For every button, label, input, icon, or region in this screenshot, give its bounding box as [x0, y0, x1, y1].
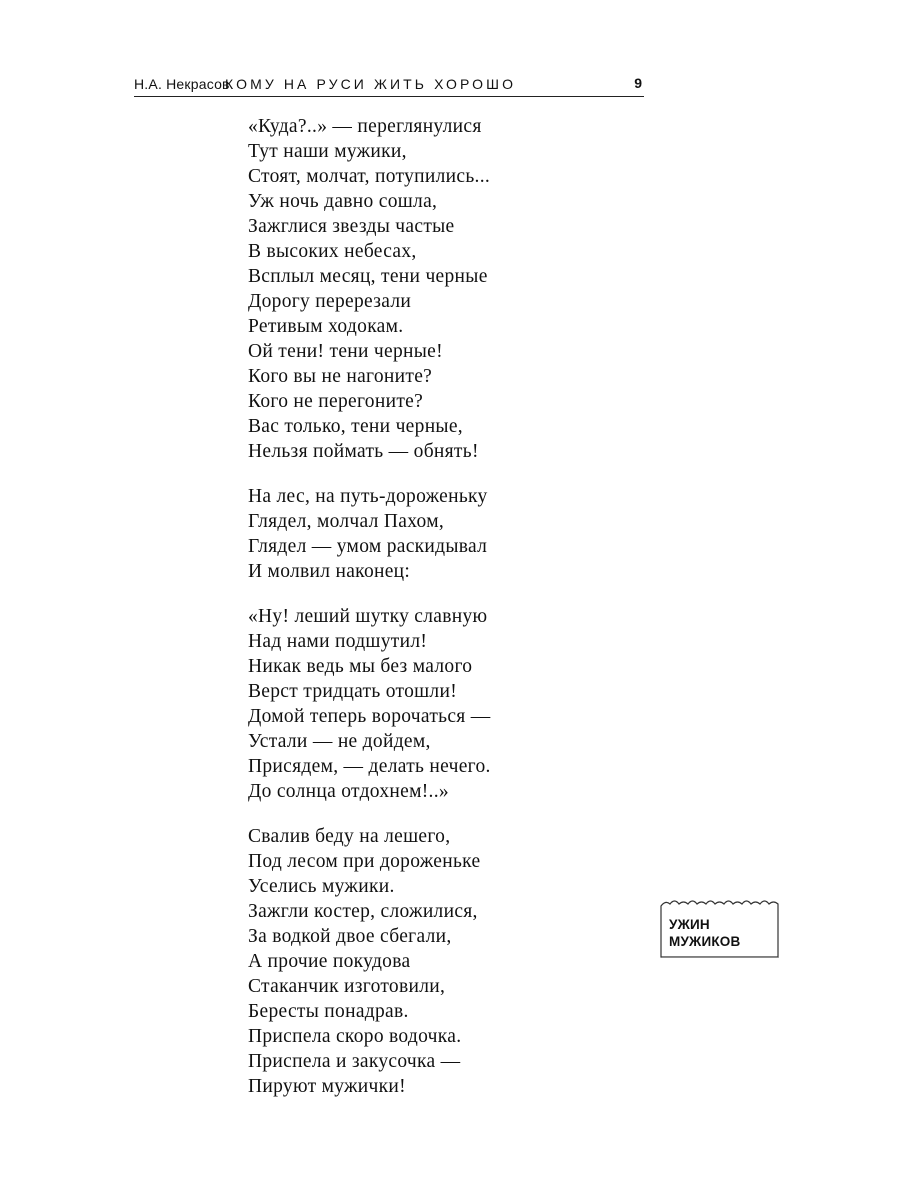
- poem-line: Бересты понадрав.: [248, 1001, 409, 1022]
- poem-line: На лес, на путь-дороженьку: [248, 486, 488, 507]
- poem-line: Тут наши мужики,: [248, 141, 407, 162]
- page-number: 9: [634, 75, 642, 91]
- poem-line: И молвил наконец:: [248, 561, 411, 582]
- stanza: [248, 604, 491, 804]
- poem-line: Уселись мужики.: [248, 876, 395, 897]
- header-author: Н.А. Некрасов: [134, 76, 230, 92]
- poem-line: Над нами подшутил!: [248, 631, 428, 652]
- poem-line: Зажглися звезды частые: [248, 216, 455, 237]
- poem-line: «Куда?..» — переглянулися: [248, 116, 482, 137]
- poem-line: Дорогу перерезали: [248, 291, 412, 312]
- stanza: [248, 484, 491, 584]
- poem-line: «Ну! леший шутку славную: [248, 606, 488, 627]
- poem-line: За водкой двое сбегали,: [248, 926, 452, 947]
- poem-line: Зажгли костер, сложилися,: [248, 901, 478, 922]
- poem-line: В высоких небесах,: [248, 241, 417, 262]
- sidebar-note-line: МУЖИКОВ: [669, 934, 741, 949]
- poem-line: Присядем, — делать нечего.: [248, 756, 491, 777]
- poem-line: Кого вы не нагоните?: [248, 366, 433, 387]
- poem-line: Свалив беду на лешего,: [248, 826, 451, 847]
- poem-line: Глядел, молчал Пахом,: [248, 511, 445, 532]
- poem-line: Стоят, молчат, потупились...: [248, 166, 491, 187]
- poem-line: Устали — не дойдем,: [248, 731, 431, 752]
- poem-line: Под лесом при дороженьке: [248, 851, 481, 872]
- poem-line: До солнца отдохнем!..»: [248, 781, 449, 802]
- sidebar-note: [660, 896, 779, 958]
- poem-text: [248, 114, 491, 1119]
- poem-line: Приспела скоро водочка.: [248, 1026, 462, 1047]
- poem-line: Верст тридцать отошли!: [248, 681, 457, 702]
- poem-line: Пируют мужички!: [248, 1076, 406, 1097]
- poem-line: Уж ночь давно сошла,: [248, 191, 438, 212]
- poem-line: Нельзя поймать — обнять!: [248, 441, 479, 462]
- header-book-title: КОМУ НА РУСИ ЖИТЬ ХОРОШО: [225, 76, 517, 92]
- poem-line: Никак ведь мы без малого: [248, 656, 473, 677]
- poem-line: Глядел — умом раскидывал: [248, 536, 488, 557]
- poem-line: Домой теперь ворочаться —: [248, 706, 491, 727]
- stanza: [248, 114, 491, 464]
- running-header: [134, 72, 644, 97]
- poem-line: А прочие покудова: [248, 951, 411, 972]
- poem-line: Кого не перегоните?: [248, 391, 424, 412]
- stanza: [248, 824, 491, 1099]
- poem-line: Всплыл месяц, тени черные: [248, 266, 488, 287]
- poem-line: Ой тени! тени черные!: [248, 341, 443, 362]
- poem-line: Вас только, тени черные,: [248, 416, 463, 437]
- poem-line: Ретивым ходокам.: [248, 316, 404, 337]
- poem-line: Стаканчик изготовили,: [248, 976, 446, 997]
- sidebar-note-label: [669, 916, 740, 950]
- poem-line: Приспела и закусочка —: [248, 1051, 461, 1072]
- sidebar-note-line: УЖИН: [669, 917, 710, 932]
